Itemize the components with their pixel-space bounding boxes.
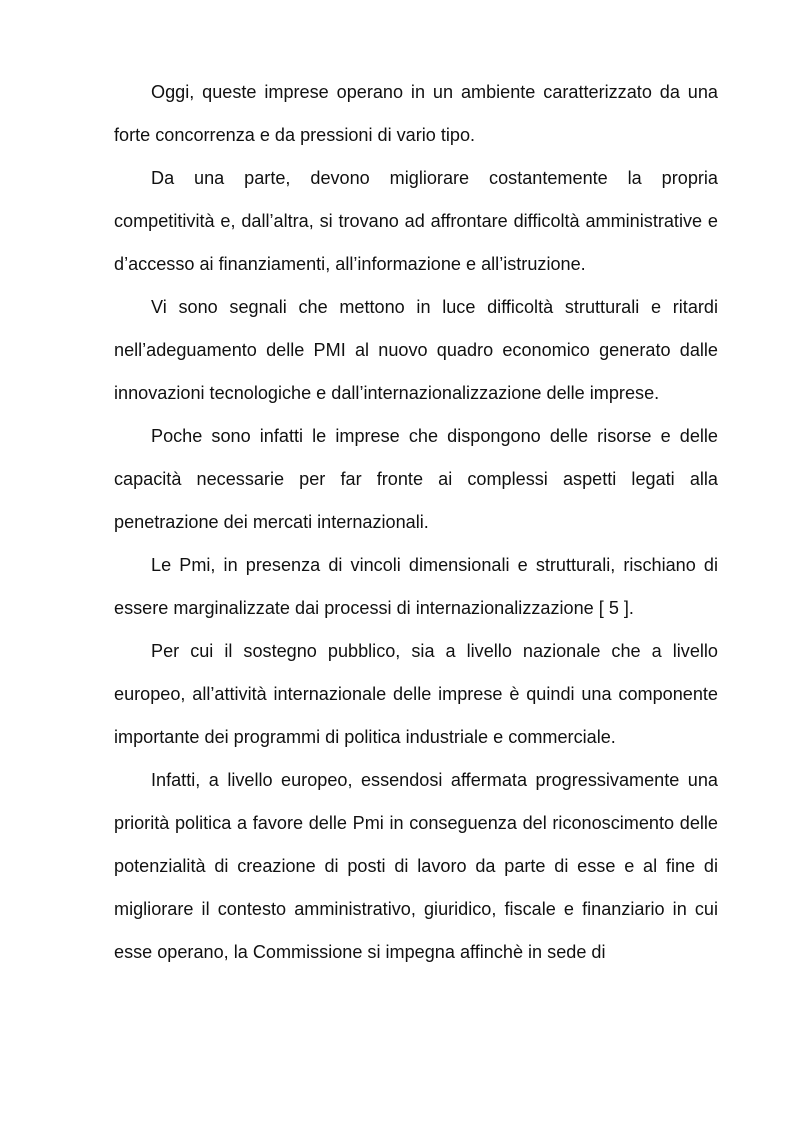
body-text <box>114 71 718 974</box>
paragraph-2: Da una parte, devono migliorare costantemente la propria competitività e, dall’altra, si trovano ad affrontare difficoltà amministrative e d’accesso ai finanziamenti, all’informazione e all’istruzione. <box>114 168 718 274</box>
paragraph-5: Le Pmi, in presenza di vincoli dimensionali e strutturali, rischiano di essere marginalizzate dai processi di internazionalizzazione [ 5 ]. <box>114 555 718 618</box>
paragraph-1: Oggi, queste imprese operano in un ambiente caratterizzato da una forte concorrenza e da pressioni di vario tipo. <box>114 82 718 145</box>
paragraph-4: Poche sono infatti le imprese che dispongono delle risorse e delle capacità necessarie per far fronte ai complessi aspetti legati alla penetrazione dei mercati internazionali. <box>114 426 718 532</box>
paragraph-7: Infatti, a livello europeo, essendosi affermata progressivamente una priorità politica a favore delle Pmi in conseguenza del riconoscimento delle potenzialità di creazione di posti di lavoro da parte di esse e al fine di migliorare il contesto amministrativo, giuridico, fiscale e finanziario in cui esse operano, la Commissione si impegna affinchè in sede di <box>114 770 718 962</box>
paragraph-6: Per cui il sostegno pubblico, sia a livello nazionale che a livello europeo, all’attività internazionale delle imprese è quindi una componente importante dei programmi di politica industriale e commerciale. <box>114 641 718 747</box>
paragraph-3: Vi sono segnali che mettono in luce difficoltà strutturali e ritardi nell’adeguamento delle PMI al nuovo quadro economico generato dalle innovazioni tecnologiche e dall’internazionalizzazione delle imprese. <box>114 297 718 403</box>
